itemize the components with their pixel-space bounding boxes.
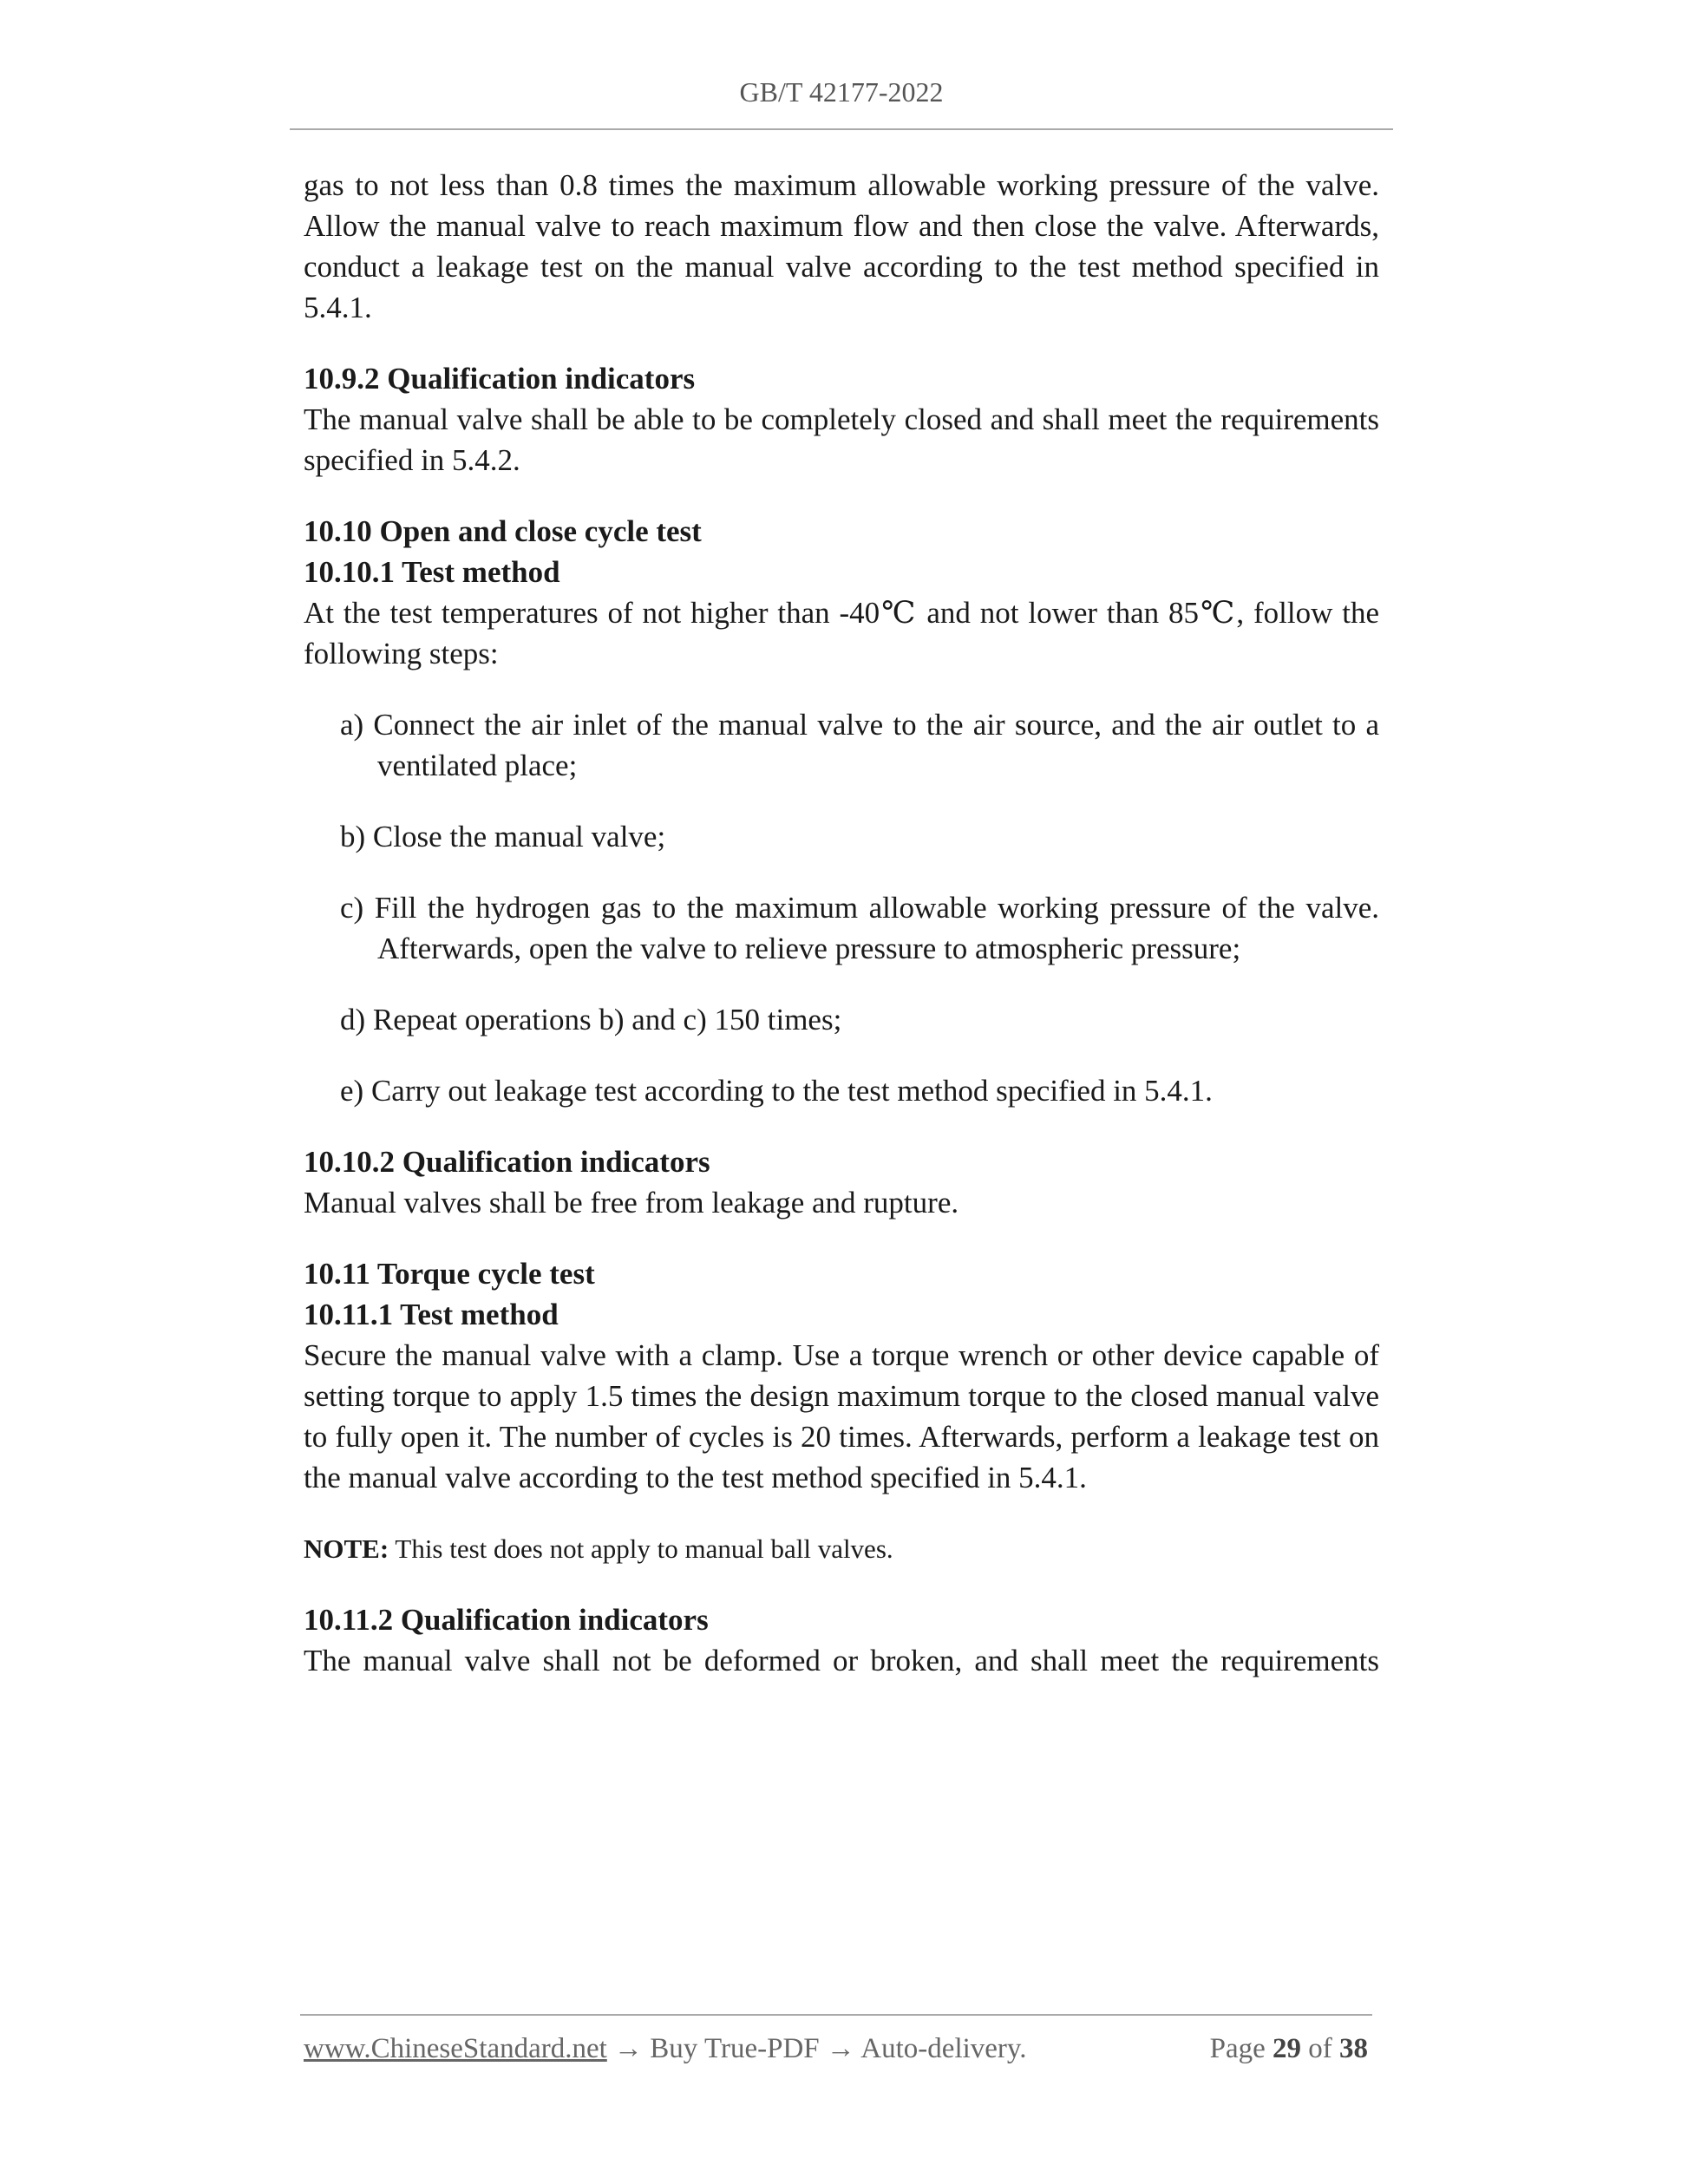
heading-10-11-1: 10.11.1 Test method xyxy=(304,1298,559,1331)
note xyxy=(304,1528,1379,1569)
heading-10-10-2: 10.10.2 Qualification indicators xyxy=(304,1145,710,1179)
paragraph-10-11-2: The manual valve shall not be deformed or broken, and shall meet the requirements xyxy=(304,1644,1379,1677)
header-divider xyxy=(290,128,1393,130)
page-number xyxy=(1210,2033,1368,2065)
current-page: 29 xyxy=(1273,2033,1301,2064)
footer-promo-text: → Buy True-PDF → Auto-delivery. xyxy=(606,2033,1027,2064)
heading-10-10-1: 10.10.1 Test method xyxy=(304,555,560,589)
list-item-b: b) Close the manual valve; xyxy=(340,820,666,853)
note-label: NOTE: xyxy=(304,1533,389,1564)
heading-10-11-2: 10.11.2 Qualification indicators xyxy=(304,1603,709,1637)
list-item-e: e) Carry out leakage test according to the test method specified in 5.4.1. xyxy=(340,1074,1213,1108)
page-header: GB/T 42177-2022 xyxy=(739,76,944,108)
note-text: This test does not apply to manual ball valves. xyxy=(389,1533,893,1564)
list-item-d: d) Repeat operations b) and c) 150 times; xyxy=(340,1003,842,1036)
heading-10-10: 10.10 Open and close cycle test xyxy=(304,514,702,548)
paragraph-10-11-1: Secure the manual valve with a clamp. Use a torque wrench or other device capable of setting torque to apply 1.5 times the design maximum torque to the closed manual valve to fully open it. The number of cycles is 20 times. Afterwards, perform a leakage test on the manual valve according to the test method specified in 5.4.1. xyxy=(304,1338,1379,1494)
list-item-a: a) Connect the air inlet of the manual valve to the air source, and the air outlet to a ventilated place; xyxy=(340,708,1379,782)
of-label: of xyxy=(1301,2033,1339,2064)
total-pages: 38 xyxy=(1339,2033,1368,2064)
paragraph-intro: gas to not less than 0.8 times the maximum allowable working pressure of the valve. Allow the manual valve to reach maximum flow and then close the valve. Afterwards, conduct a leakage test on the manual valve according to the test method specified in 5.4.1. xyxy=(304,168,1379,324)
page-label: Page xyxy=(1209,2033,1273,2064)
footer-divider xyxy=(300,2014,1372,2016)
footer-promo xyxy=(304,2033,1027,2065)
heading-10-11: 10.11 Torque cycle test xyxy=(304,1257,595,1291)
website-link[interactable]: www.ChineseStandard.net xyxy=(304,2033,607,2064)
list-item-c: c) Fill the hydrogen gas to the maximum allowable working pressure of the valve. Afterwards, open the valve to relieve pressure to atmospheric pressure; xyxy=(340,891,1379,965)
paragraph-10-10-2: Manual valves shall be free from leakage and rupture. xyxy=(304,1186,959,1220)
paragraph-10-10-1: At the test temperatures of not higher than -40℃ and not lower than 85℃, follow the following steps: xyxy=(304,596,1379,670)
heading-10-9-2: 10.9.2 Qualification indicators xyxy=(304,362,696,396)
paragraph-10-9-2: The manual valve shall be able to be completely closed and shall meet the requirements specified in 5.4.2. xyxy=(304,402,1379,477)
document-body xyxy=(304,165,1379,1681)
